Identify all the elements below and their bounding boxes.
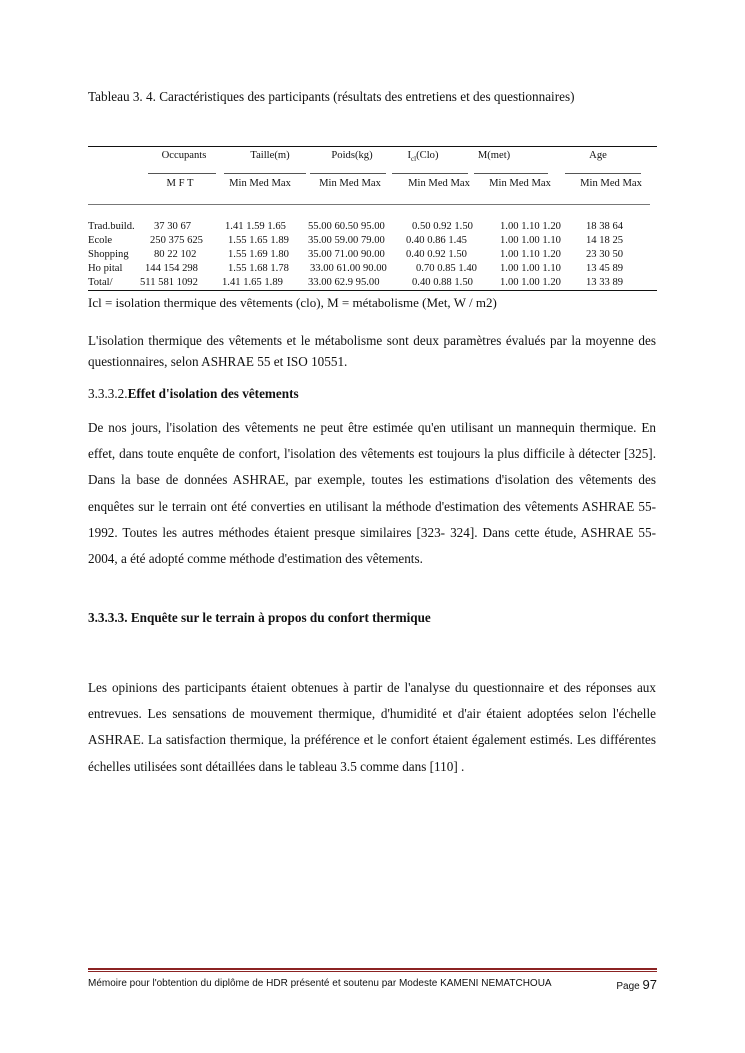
cell-occupants: 80 22 102 [154,249,197,260]
header-met: M(met) [477,150,511,161]
cell-met: 1.00 1.00 1.10 [500,263,561,274]
paragraph-clothing-insulation: De nos jours, l'isolation des vêtements ne peut être estimée qu'en utilisant un mannequin thermique. En effet, dans toute enquête de confort, l'isolation des vêtements est toujours la plus difficile à détecter [325]. Dans la base de données ASHRAE, par exemple, toutes les estimations d'isolation des vêtements des enquêtes sur le terrain ont été converties en utilisant la méthode d'estimation des vêtements ASHRAE 55-1992. Toutes les autres méthodes étaient presque similaires [323- 324]. Dans cette étude, ASHRAE 55-2004, a été adopté comme méthode d'estimation des vêtements. [88,420,656,567]
row-label: Trad.build. [88,221,135,232]
table-top-rule [88,146,657,147]
subheader-taille: Min Med Max [229,178,291,189]
table-bottom-rule [88,290,657,291]
header-age: Age [589,150,607,161]
group-rule [310,173,386,174]
table-row [88,262,657,276]
header-occupants: Occupants [161,150,207,161]
row-label: Ecole [88,235,113,246]
heading-title: Effet d'isolation des vêtements [127,386,299,401]
paragraph-field-survey: Les opinions des participants étaient obtenues à partir de l'analyse du questionnaire et des réponses aux entrevues. Les sensations de mouvement thermique, d'humidité et d'air étaient adoptées selon l'échelle ASHRAE. La satisfaction thermique, la préférence et le confort étaient également estimés. Les différentes échelles utilisées sont détaillées dans le tableau 3.5 comme dans [110] . [88,680,656,774]
group-rule [392,173,468,174]
table-note: Icl = isolation thermique des vêtements (clo), M = métabolisme (Met, W / m2) [88,295,497,310]
table-mid-rule [88,204,650,205]
cell-occupants: 144 154 298 [145,263,198,274]
cell-icl: 0.40 0.88 1.50 [412,277,473,288]
cell-age: 23 30 50 [586,249,624,260]
header-poids: Poids(kg) [331,150,373,161]
cell-met: 1.00 1.10 1.20 [500,221,561,232]
subheader-poids: Min Med Max [319,178,381,189]
table-row [88,276,657,290]
group-rule [148,173,216,174]
row-label: Total/ [88,277,113,288]
cell-icl: 0.50 0.92 1.50 [412,221,473,232]
cell-icl: 0.40 0.86 1.45 [406,235,467,246]
cell-taille: 1.55 1.68 1.78 [228,263,289,274]
cell-age: 18 38 64 [586,221,624,232]
cell-icl: 0.70 0.85 1.40 [416,263,477,274]
row-label: Ho pital [88,263,123,274]
group-rule [474,173,548,174]
footer-rule [88,968,657,970]
header-icl: $I_{cl}(Clo)$ [407,150,439,164]
cell-icl: 0.40 0.92 1.50 [406,249,467,260]
cell-occupants: 37 30 67 [154,221,192,232]
cell-poids: 33.00 62.9 95.00 [308,277,380,288]
footer-rule [88,971,657,972]
table-caption: Tableau 3. 4. Caractéristiques des participants (résultats des entretiens et des questionnaires) [88,89,575,104]
cell-age: 13 45 89 [586,263,624,274]
header-taille: Taille(m) [250,150,290,161]
row-label: Shopping [88,249,129,260]
heading-number: 3.3.3.2. [88,386,128,401]
subheader-met: Min Med Max [489,178,551,189]
group-rule [224,173,306,174]
cell-taille: 1.55 1.65 1.89 [228,235,289,246]
paragraph-intro: L'isolation thermique des vêtements et le métabolisme sont deux paramètres évalués par la moyenne des questionnaires, selon ASHRAE 55 et ISO 10551. [88,333,656,369]
cell-taille: 1.41 1.59 1.65 [225,221,286,232]
cell-poids: 55.00 60.50 95.00 [308,221,385,232]
cell-poids: 35.00 71.00 90.00 [308,249,385,260]
cell-occupants: 250 375 625 [150,235,203,246]
cell-age: 14 18 25 [586,235,624,246]
cell-met: 1.00 1.10 1.20 [500,249,561,260]
table-row [88,234,657,248]
section-heading-3332 [88,386,299,402]
table-row [88,248,657,262]
subheader-age: Min Med Max [580,178,642,189]
cell-poids: 35.00 59.00 79.00 [308,235,385,246]
cell-age: 13 33 89 [586,277,624,288]
subheader-occupants: M F T [166,178,194,189]
footer-text: Mémoire pour l'obtention du diplôme de HDR présenté et soutenu par Modeste KAMENI NEMATCHOUA [88,978,552,989]
subheader-icl: Min Med Max [408,178,470,189]
cell-met: 1.00 1.00 1.20 [500,277,561,288]
heading-number: 3.3.3.3 [88,610,125,625]
cell-met: 1.00 1.00 1.10 [500,235,561,246]
heading-title: . Enquête sur le terrain à propos du confort thermique [124,610,431,625]
cell-poids: 33.00 61.00 90.00 [310,263,387,274]
table-row [88,220,657,234]
cell-occupants: 511 581 1092 [140,277,198,288]
page-number: Page 97 [616,977,657,992]
section-heading-3333 [88,610,431,626]
cell-taille: 1.55 1.69 1.80 [228,249,289,260]
cell-taille: 1.41 1.65 1.89 [222,277,283,288]
group-rule [565,173,641,174]
